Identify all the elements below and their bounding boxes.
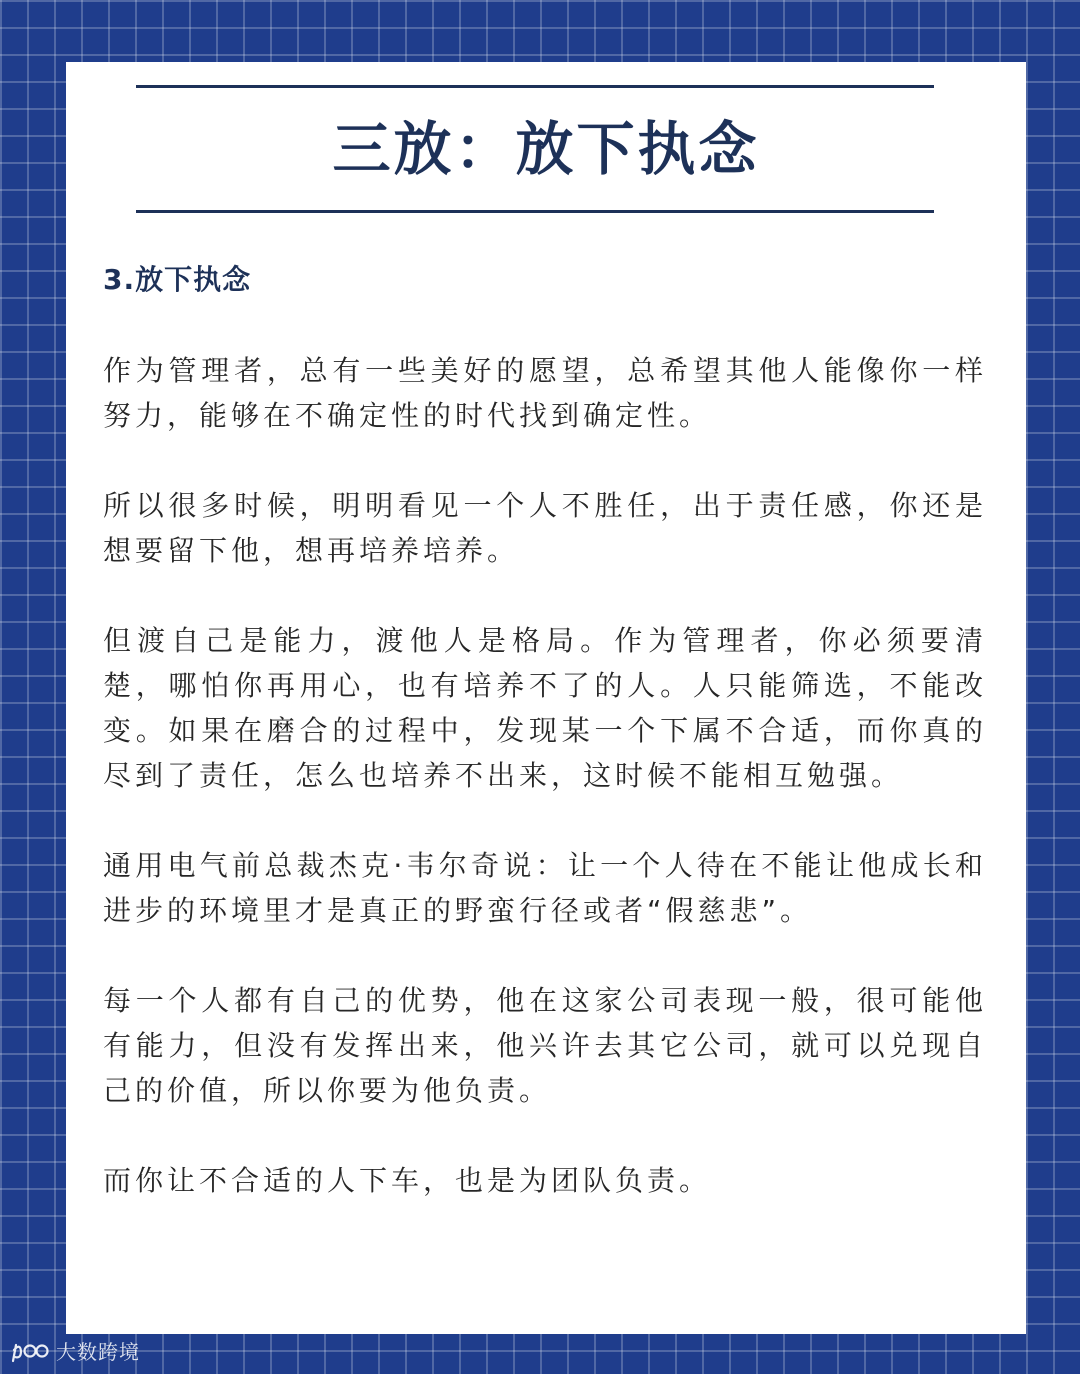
title-top-rule <box>136 85 934 88</box>
content-card <box>66 62 1026 1334</box>
paragraph: 所以很多时候，明明看见一个人不胜任，出于责任感，你还是想要留下他，想再培养培养。 <box>103 489 987 567</box>
brand-name: 大数跨境 <box>56 1340 140 1364</box>
page-title: 三放：放下执念 <box>332 115 760 183</box>
paragraph: 通用电气前总裁杰克·韦尔奇说：让一个人待在不能让他成长和进步的环境里才是真正的野蛮行径或者“假慈悲”。 <box>103 849 987 927</box>
brand-watermark <box>10 1337 140 1367</box>
paragraph: 每一个人都有自己的优势，他在这家公司表现一般，很可能他有能力，但没有发挥出来，他兴许去其它公司，就可以兑现自己的价值，所以你要为他负责。 <box>103 984 987 1107</box>
article-body <box>103 348 987 1248</box>
brand-logo-icon <box>10 1337 50 1367</box>
paragraph: 作为管理者，总有一些美好的愿望，总希望其他人能像你一样努力，能够在不确定性的时代找到确定性。 <box>103 354 987 432</box>
title-bottom-rule <box>136 210 934 213</box>
section-heading: 3.放下执念 <box>103 263 252 296</box>
paragraph: 但渡自己是能力，渡他人是格局。作为管理者，你必须要清楚，哪怕你再用心，也有培养不了的人。人只能筛选，不能改变。如果在磨合的过程中，发现某一个下属不合适，而你真的尽到了责任，怎么也培养不出来，这时候不能相互勉强。 <box>103 624 987 792</box>
paragraph: 而你让不合适的人下车，也是为团队负责。 <box>103 1164 712 1197</box>
